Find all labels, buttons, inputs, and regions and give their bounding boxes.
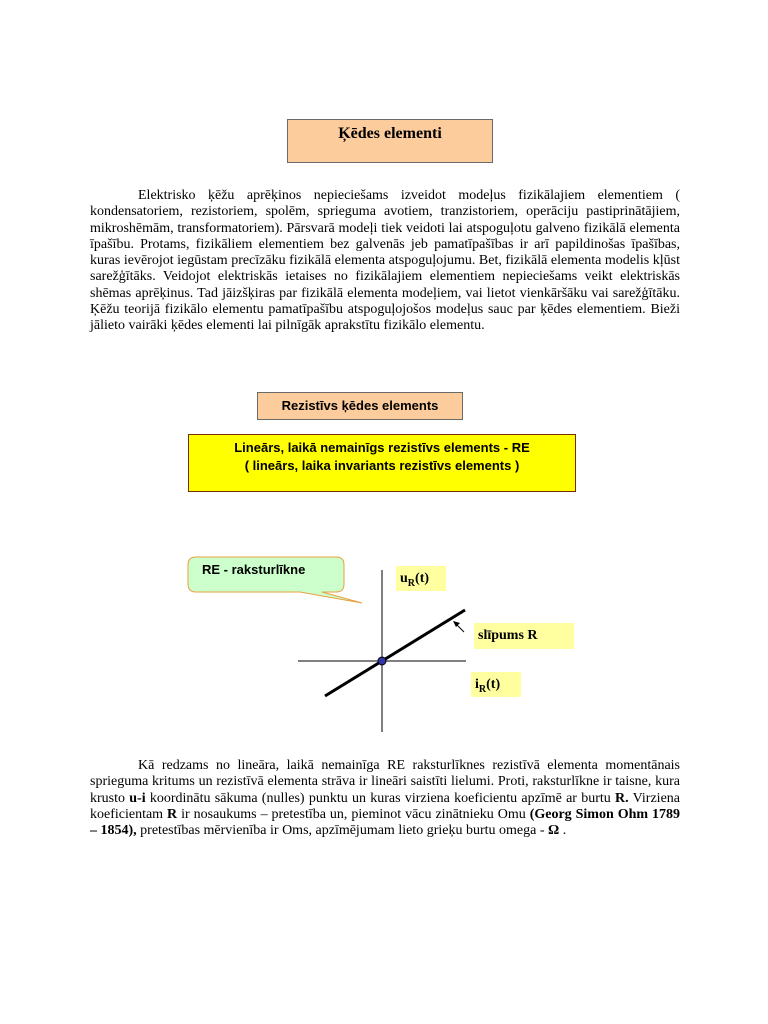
slope-label: slīpums R (478, 628, 538, 643)
explanation-bold-1: u-i (129, 790, 146, 806)
explanation-bold-2: R. (615, 790, 629, 806)
subtitle-box (257, 392, 463, 420)
callout-label: RE - raksturlīkne (202, 562, 306, 577)
voltage-subscript: R (407, 577, 416, 589)
voltage-symbol: u (400, 571, 408, 586)
current-subscript: R (478, 683, 487, 695)
explanation-text-4: ir nosaukums – pretestība un, pieminot vācu zinātnieku Omu (177, 806, 530, 822)
current-axis-label (471, 672, 521, 697)
voltage-suffix: (t) (415, 571, 430, 586)
definition-box (188, 434, 576, 492)
intro-paragraph-text: Elektrisko ķēžu aprēķinos nepieciešams izveidot modeļus fizikālajiem elementiem ( kondensatoriem, rezistoriem, spolēm, sprieguma avotiem, tranzistoriem, operāciju pastiprinātājiem, mikroshēmām, transformatoriem). Pārsvarā modeļi tiek veidoti lai atspoguļotu galveno fizikālā elementa īpašību. Protams, fizikāliem elementiem bez galvenās jeb pamatīpašības ir arī papildinošas īpašības, kuras ievērojot iegūstam precīzāku fizikālā elementa atspoguļojumu. Bet, fizikālā elementa modelis kļūst sarežģītāks. Veidojot elektriskās ietaises no fizikālajiem elementiem nepieciešams veikt elektriskās shēmas aprēķinus. Tad jāizšķiras par fizikālā elementa modeļiem, vai lietot vienkāršāku vai sarežģītāku. Ķēžu teorijā fizikālo elementu pamatīpašību atspoguļojošos modeļus sauc par ķēdes elementiem. Bieži jālieto vairāki ķēdes elementi lai pilnīgāk aprakstītu fizikālo elementu. (90, 188, 680, 334)
voltage-axis-label (396, 566, 446, 591)
current-symbol: i (475, 677, 479, 692)
explanation-bold-3: R (167, 806, 178, 822)
section-subtitle: Rezistīvs ķēdes elements (281, 398, 439, 413)
explanation-bold-5: Ω (548, 823, 560, 839)
definition-line-2: ( lineārs, laika invariants rezistīvs elements ) (244, 458, 520, 473)
slope-label-box (474, 623, 574, 649)
current-suffix: (t) (486, 677, 501, 692)
title-box (287, 119, 493, 163)
explanation-text-2: koordinātu sākuma (nulles) punktu un kuras virziena koeficientu apzīmē ar burtu (145, 790, 616, 806)
definition-line-1: Lineārs, laikā nemainīgs rezistīvs elements - RE (234, 440, 530, 455)
explanation-paragraph (90, 758, 680, 839)
characteristic-line (325, 610, 465, 696)
explanation-text-1: Kā redzams no lineāra, laikā nemainīga RE raksturlīknes rezistīvā elementa momentānais sprieguma kritums un rezistīvā elementa strāva ir lineāri saistīti lielumi. Proti, raksturlīkne ir taisne, kura krusto (90, 758, 680, 806)
explanation-bold-4: (Georg Simon Ohm 1789 – 1854), (90, 806, 680, 839)
explanation-text-5: pretestības mērvienība ir Oms, apzīmējumam lieto grieķu burtu omega - (136, 823, 548, 839)
re-characteristic-diagram (0, 540, 768, 740)
explanation-text-3: Virziena koeficientam (90, 790, 680, 822)
slope-arrowhead (453, 621, 460, 627)
page-title: Ķēdes elementi (338, 125, 442, 142)
explanation-text-6: . (559, 823, 567, 839)
intro-paragraph (90, 188, 680, 335)
origin-point (378, 657, 386, 665)
